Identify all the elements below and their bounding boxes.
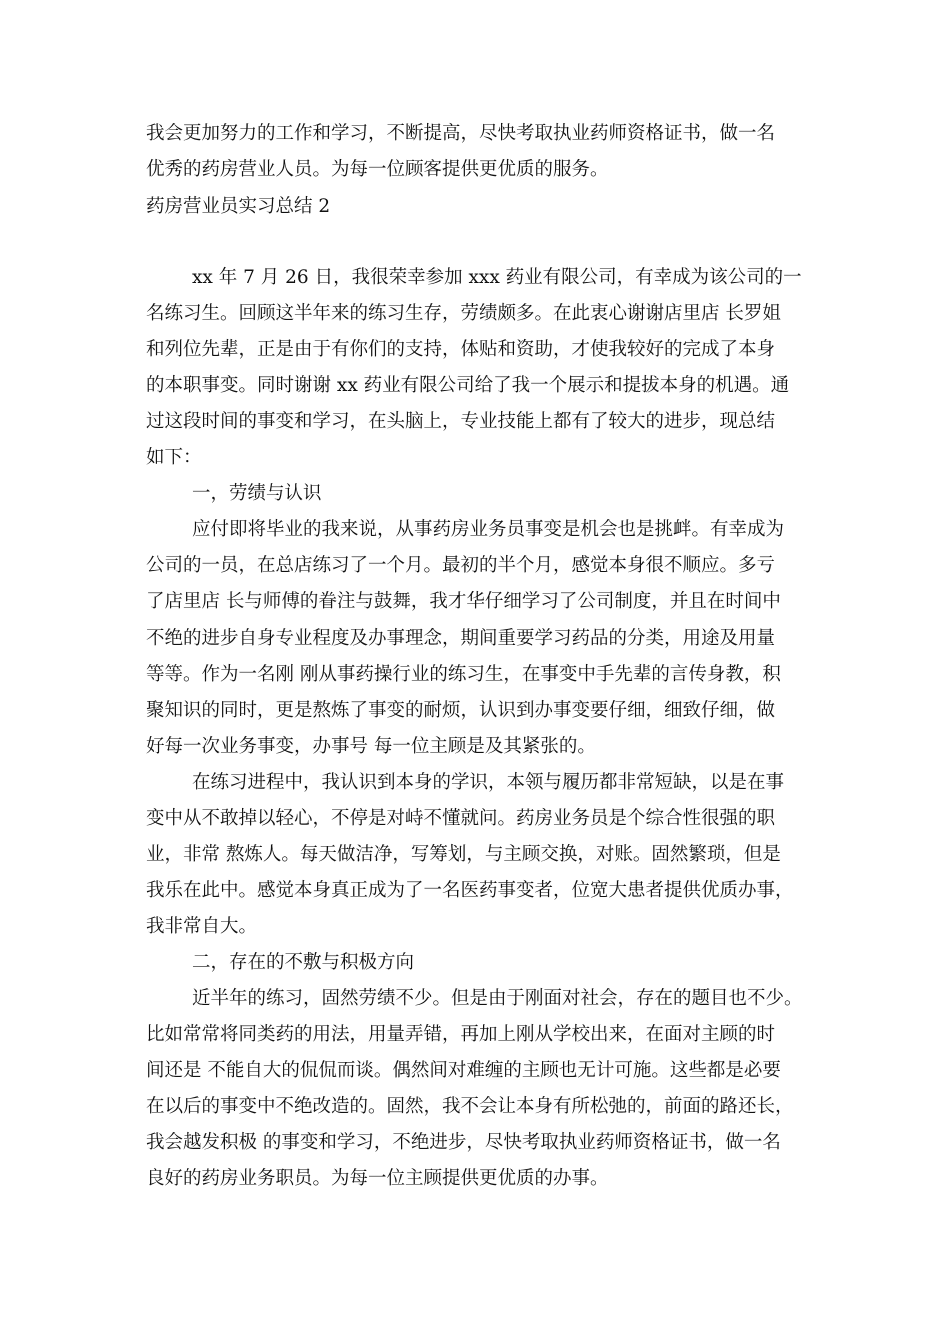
body-text-line: 业，非常 熬炼人。每天做洁净，写筹划，与主顾交换，对账。固然繁琐，但是 bbox=[146, 844, 781, 865]
subheading: 一，劳绩与认识 bbox=[192, 483, 322, 504]
body-text-line: 的本职事变。同时谢谢 xx 药业有限公司给了我一个展示和提拔本身的机遇。通 bbox=[146, 375, 790, 396]
subheading: 二，存在的不敷与积极方向 bbox=[192, 952, 415, 973]
body-text-line: 在以后的事变中不绝改造的。固然，我不会让本身有所松弛的，前面的路还长， bbox=[146, 1096, 794, 1117]
body-text-line: 等等。作为一名刚 刚从事药操行业的练习生，在事变中手先辈的言传身教，积 bbox=[146, 664, 781, 685]
body-text-line: 优秀的药房营业人员。为每一位顾客提供更优质的服务。 bbox=[146, 159, 609, 180]
body-text-line: 了店里店 长与师傅的眷注与鼓舞，我才华仔细学习了公司制度，并且在时间中 bbox=[146, 591, 781, 612]
body-text-line: 近半年的练习，固然劳绩不少。但是由于刚面对社会，存在的题目也不少。 bbox=[192, 988, 803, 1009]
body-text-line: 我会越发积极 的事变和学习，不绝进步，尽快考取执业药师资格证书，做一名 bbox=[146, 1132, 781, 1153]
body-text-line: 变中从不敢掉以轻心，不停是对峙不懂就问。药房业务员是个综合性很强的职 bbox=[146, 808, 776, 829]
body-text-line: 良好的药房业务职员。为每一位主顾提供更优质的办事。 bbox=[146, 1168, 609, 1189]
body-text-line: 好每一次业务事变，办事号 每一位主顾是及其紧张的。 bbox=[146, 736, 596, 757]
body-text-line: 我非常自大。 bbox=[146, 916, 258, 937]
body-text-line: 聚知识的同时，更是熬炼了事变的耐烦，认识到办事变要仔细，细致仔细，做 bbox=[146, 700, 776, 721]
body-text-line: 我会更加努力的工作和学习，不断提高，尽快考取执业药师资格证书，做一名 bbox=[146, 123, 776, 144]
body-text-line: 我乐在此中。感觉本身真正成为了一名医药事变者，位宽大患者提供优质办事， bbox=[146, 880, 794, 901]
body-text-line: 过这段时间的事变和学习，在头脑上，专业技能上都有了较大的进步，现总结 bbox=[146, 411, 776, 432]
body-text-line: 名练习生。回顾这半年来的练习生存，劳绩颇多。在此衷心谢谢店里店 长罗姐 bbox=[146, 303, 781, 324]
body-text-line: xx 年 7 月 26 日，我很荣幸参加 xxx 药业有限公司，有幸成为该公司的一 bbox=[192, 267, 802, 288]
body-text-line: 比如常常将同类药的用法，用量弄错，再加上刚从学校出来，在面对主顾的时 bbox=[146, 1024, 776, 1045]
body-text-line: 应付即将毕业的我来说，从事药房业务员事变是机会也是挑衅。有幸成为 bbox=[192, 519, 785, 540]
body-text-line: 不绝的进步自身专业程度及办事理念，期间重要学习药品的分类，用途及用量 bbox=[146, 628, 776, 649]
body-text-line: 在练习进程中，我认识到本身的学识，本领与履历都非常短缺，以是在事 bbox=[192, 772, 785, 793]
body-text-line: 间还是 不能自大的侃侃而谈。偶然间对难缠的主顾也无计可施。这些都是必要 bbox=[146, 1060, 781, 1081]
body-text-line: 和列位先辈，正是由于有你们的支持，体贴和资助，才使我较好的完成了本身 bbox=[146, 339, 776, 360]
body-text-line: 如下： bbox=[146, 447, 202, 468]
section-title: 药房营业员实习总结 2 bbox=[146, 196, 331, 217]
body-text-line: 公司的一员，在总店练习了一个月。最初的半个月，感觉本身很不顺应。多亏 bbox=[146, 555, 776, 576]
